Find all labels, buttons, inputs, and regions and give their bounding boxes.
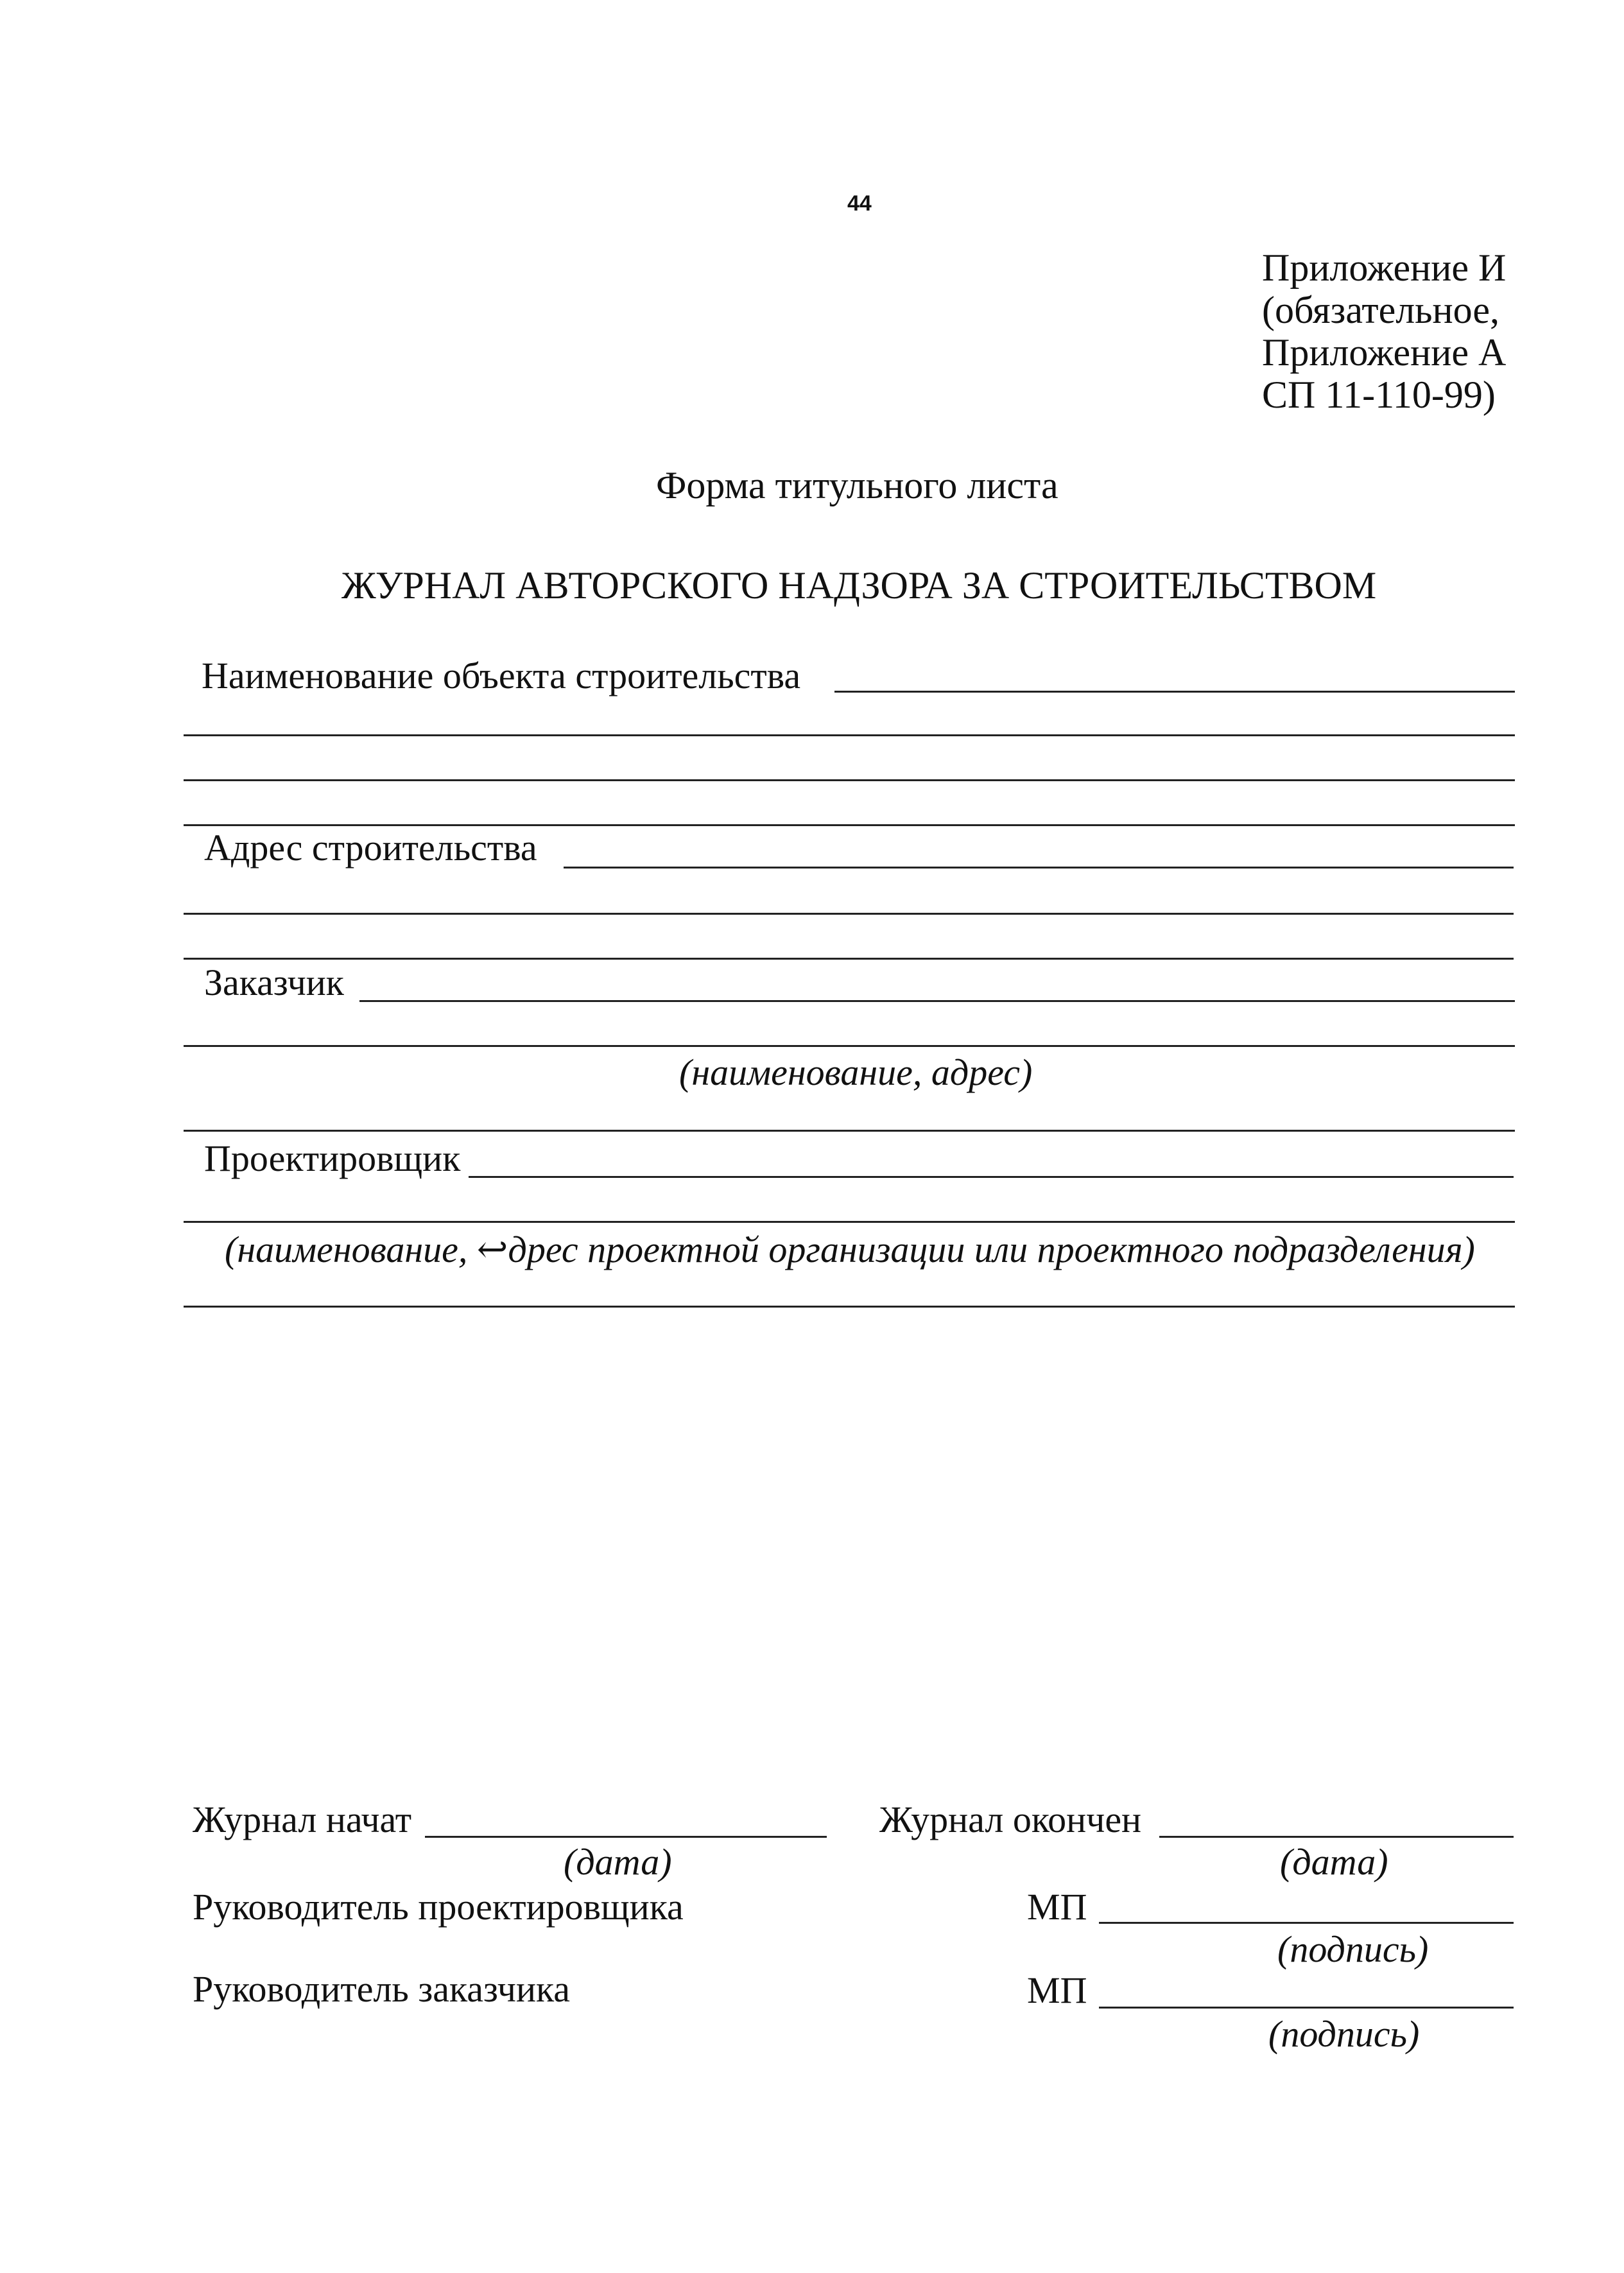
customer-input-line-3[interactable] [184, 1130, 1515, 1132]
stamp-label-2: МП [1027, 1969, 1087, 2011]
address-input-line-3[interactable] [184, 958, 1514, 960]
customer-label: Заказчик [204, 962, 344, 1003]
address-input-line-1[interactable] [564, 867, 1514, 869]
signature-hint-1: (подпись) [1277, 1928, 1429, 1970]
object-name-input-line-3[interactable] [184, 779, 1515, 781]
object-name-input-line-4[interactable] [184, 824, 1515, 826]
customer-head-label: Руководитель заказчика [193, 1968, 571, 2010]
customer-input-line-2[interactable] [184, 1045, 1515, 1047]
customer-head-signature-line[interactable] [1099, 2007, 1514, 2009]
journal-started-date-line[interactable] [425, 1836, 827, 1838]
designer-input-line-1[interactable] [469, 1176, 1514, 1178]
stamp-label-1: МП [1027, 1886, 1087, 1928]
object-name-input-line-2[interactable] [184, 734, 1515, 736]
customer-input-line-1[interactable] [359, 1000, 1515, 1002]
appendix-line-2: (обязательное, [1262, 289, 1500, 331]
customer-hint: (наименование, адрес) [679, 1051, 1033, 1093]
designer-head-signature-line[interactable] [1099, 1922, 1514, 1924]
journal-title: ЖУРНАЛ АВТОРСКОГО НАДЗОРА ЗА СТРОИТЕЛЬСТВОМ [341, 564, 1377, 607]
journal-started-label: Журнал начат [193, 1799, 412, 1840]
appendix-note [1262, 246, 1506, 416]
form-title: Форма титульного листа [656, 464, 1058, 506]
address-input-line-2[interactable] [184, 913, 1514, 915]
designer-label: Проектировщик [204, 1137, 461, 1179]
appendix-line-1: Приложение И [1262, 246, 1507, 289]
page-number: 44 [847, 191, 872, 216]
designer-input-line-2[interactable] [184, 1221, 1515, 1223]
appendix-line-4: СП 11-110-99) [1262, 374, 1496, 416]
journal-finished-label: Журнал окончен [879, 1799, 1142, 1840]
designer-input-line-3[interactable] [184, 1306, 1515, 1308]
address-label: Адрес строительства [204, 827, 537, 869]
object-name-label: Наименование объекта строительства [202, 655, 801, 696]
object-name-input-line-1[interactable] [834, 691, 1515, 693]
journal-finished-date-line[interactable] [1159, 1836, 1514, 1838]
signature-hint-2: (подпись) [1268, 2013, 1420, 2055]
designer-hint: (наименование, ↩дрес проектной организации или проектного подразделения) [225, 1229, 1475, 1270]
designer-head-label: Руководитель проектировщика [193, 1886, 684, 1928]
appendix-line-3: Приложение А [1262, 331, 1507, 374]
journal-started-date-hint: (дата) [564, 1841, 672, 1883]
journal-finished-date-hint: (дата) [1280, 1841, 1388, 1883]
